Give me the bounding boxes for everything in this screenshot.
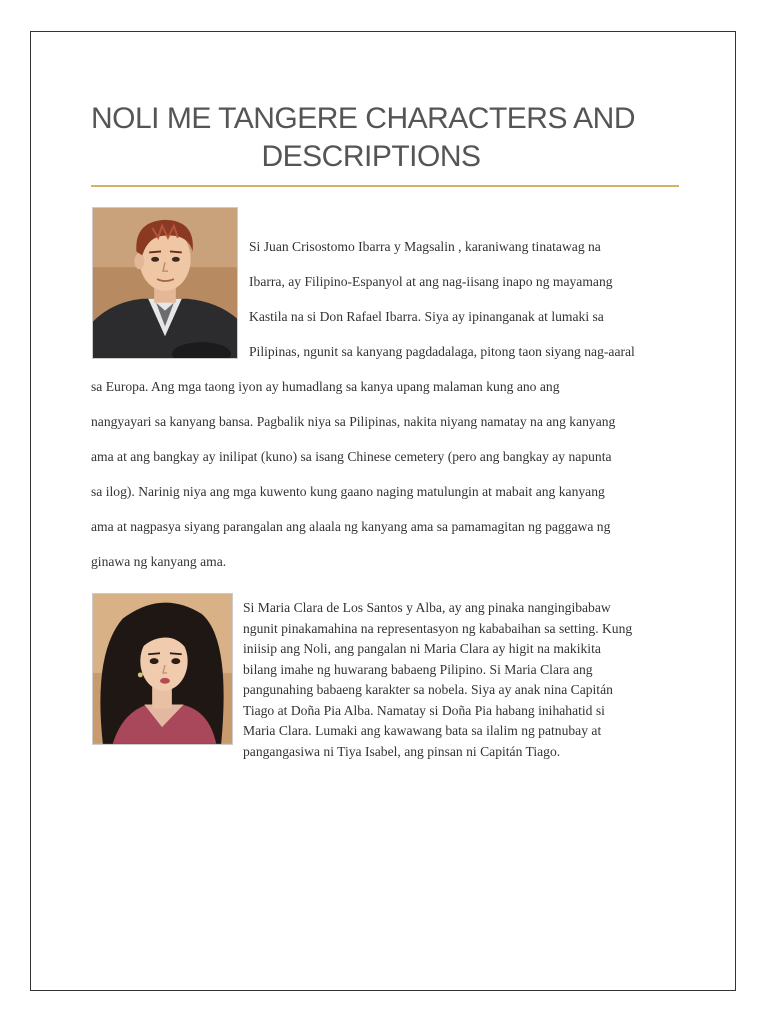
text-line: bilang imahe ng huwarang babaeng Pilipino. Si Maria Clara ang	[243, 661, 593, 677]
text-line: Kastila na si Don Rafael Ibarra. Siya ay ipinanganak at lumaki sa	[249, 309, 604, 324]
text-line: pangangasiwa ni Tiya Isabel, ang pinsan ni Capitán Tiago.	[243, 743, 561, 759]
text-line: Maria Clara. Lumaki ang kawawang bata sa ilalim ng patnubay at	[243, 723, 602, 738]
text-line: ngunit pinakamahina na representasyon ng kababaihan sa setting. Kung	[243, 620, 633, 636]
title-line-1: NOLI ME TANGERE CHARACTERS AND	[91, 102, 635, 135]
page-title	[91, 100, 651, 176]
maria-clara-portrait	[92, 593, 233, 745]
text-line: pangunahing babaeng karakter sa nobela. Siya ay anak nina Capitán	[243, 682, 613, 697]
title-divider	[91, 185, 679, 187]
text-line: nangyayari sa kanyang bansa. Pagbalik niya sa Pilipinas, nakita niyang namatay na ang kanyang	[91, 414, 616, 429]
text-line: sa Europa. Ang mga taong iyon ay humadlang sa kanya upang malaman kung ano ang	[91, 379, 560, 394]
page-frame	[30, 31, 736, 991]
maria-clara-description	[243, 598, 683, 762]
text-line: Si Maria Clara de Los Santos y Alba, ay ang pinaka nangingibabaw	[243, 600, 611, 615]
text-line: Si Juan Crisostomo Ibarra y Magsalin , karaniwang tinatawag na	[249, 239, 601, 254]
title-line-2: DESCRIPTIONS	[261, 140, 481, 173]
text-line: Pilipinas, ngunit sa kanyang pagdadalaga, pitong taon siyang nag-aaral	[249, 344, 635, 359]
text-line: Tiago at Doña Pia Alba. Namatay si Doña Pia habang inihahatid si	[243, 702, 605, 718]
text-line: ginawa ng kanyang ama.	[91, 554, 227, 569]
text-line: Ibarra, ay Filipino-Espanyol at ang nag-iisang inapo ng mayamang	[249, 274, 613, 289]
ibarra-description	[91, 229, 679, 579]
text-line: ama at nagpasya siyang parangalan ang alaala ng kanyang ama sa pamamagitan ng paggawa ng	[91, 519, 611, 534]
text-line: ama at ang bangkay ay inilipat (kuno) sa isang Chinese cemetery (pero ang bangkay ay napunta	[91, 449, 612, 464]
text-line: sa ilog). Narinig niya ang mga kuwento kung gaano naging matulungin at mabait ang kanyang	[91, 484, 605, 499]
text-line: iniisip ang Noli, ang pangalan ni Maria Clara ay higit na makikita	[243, 641, 601, 656]
